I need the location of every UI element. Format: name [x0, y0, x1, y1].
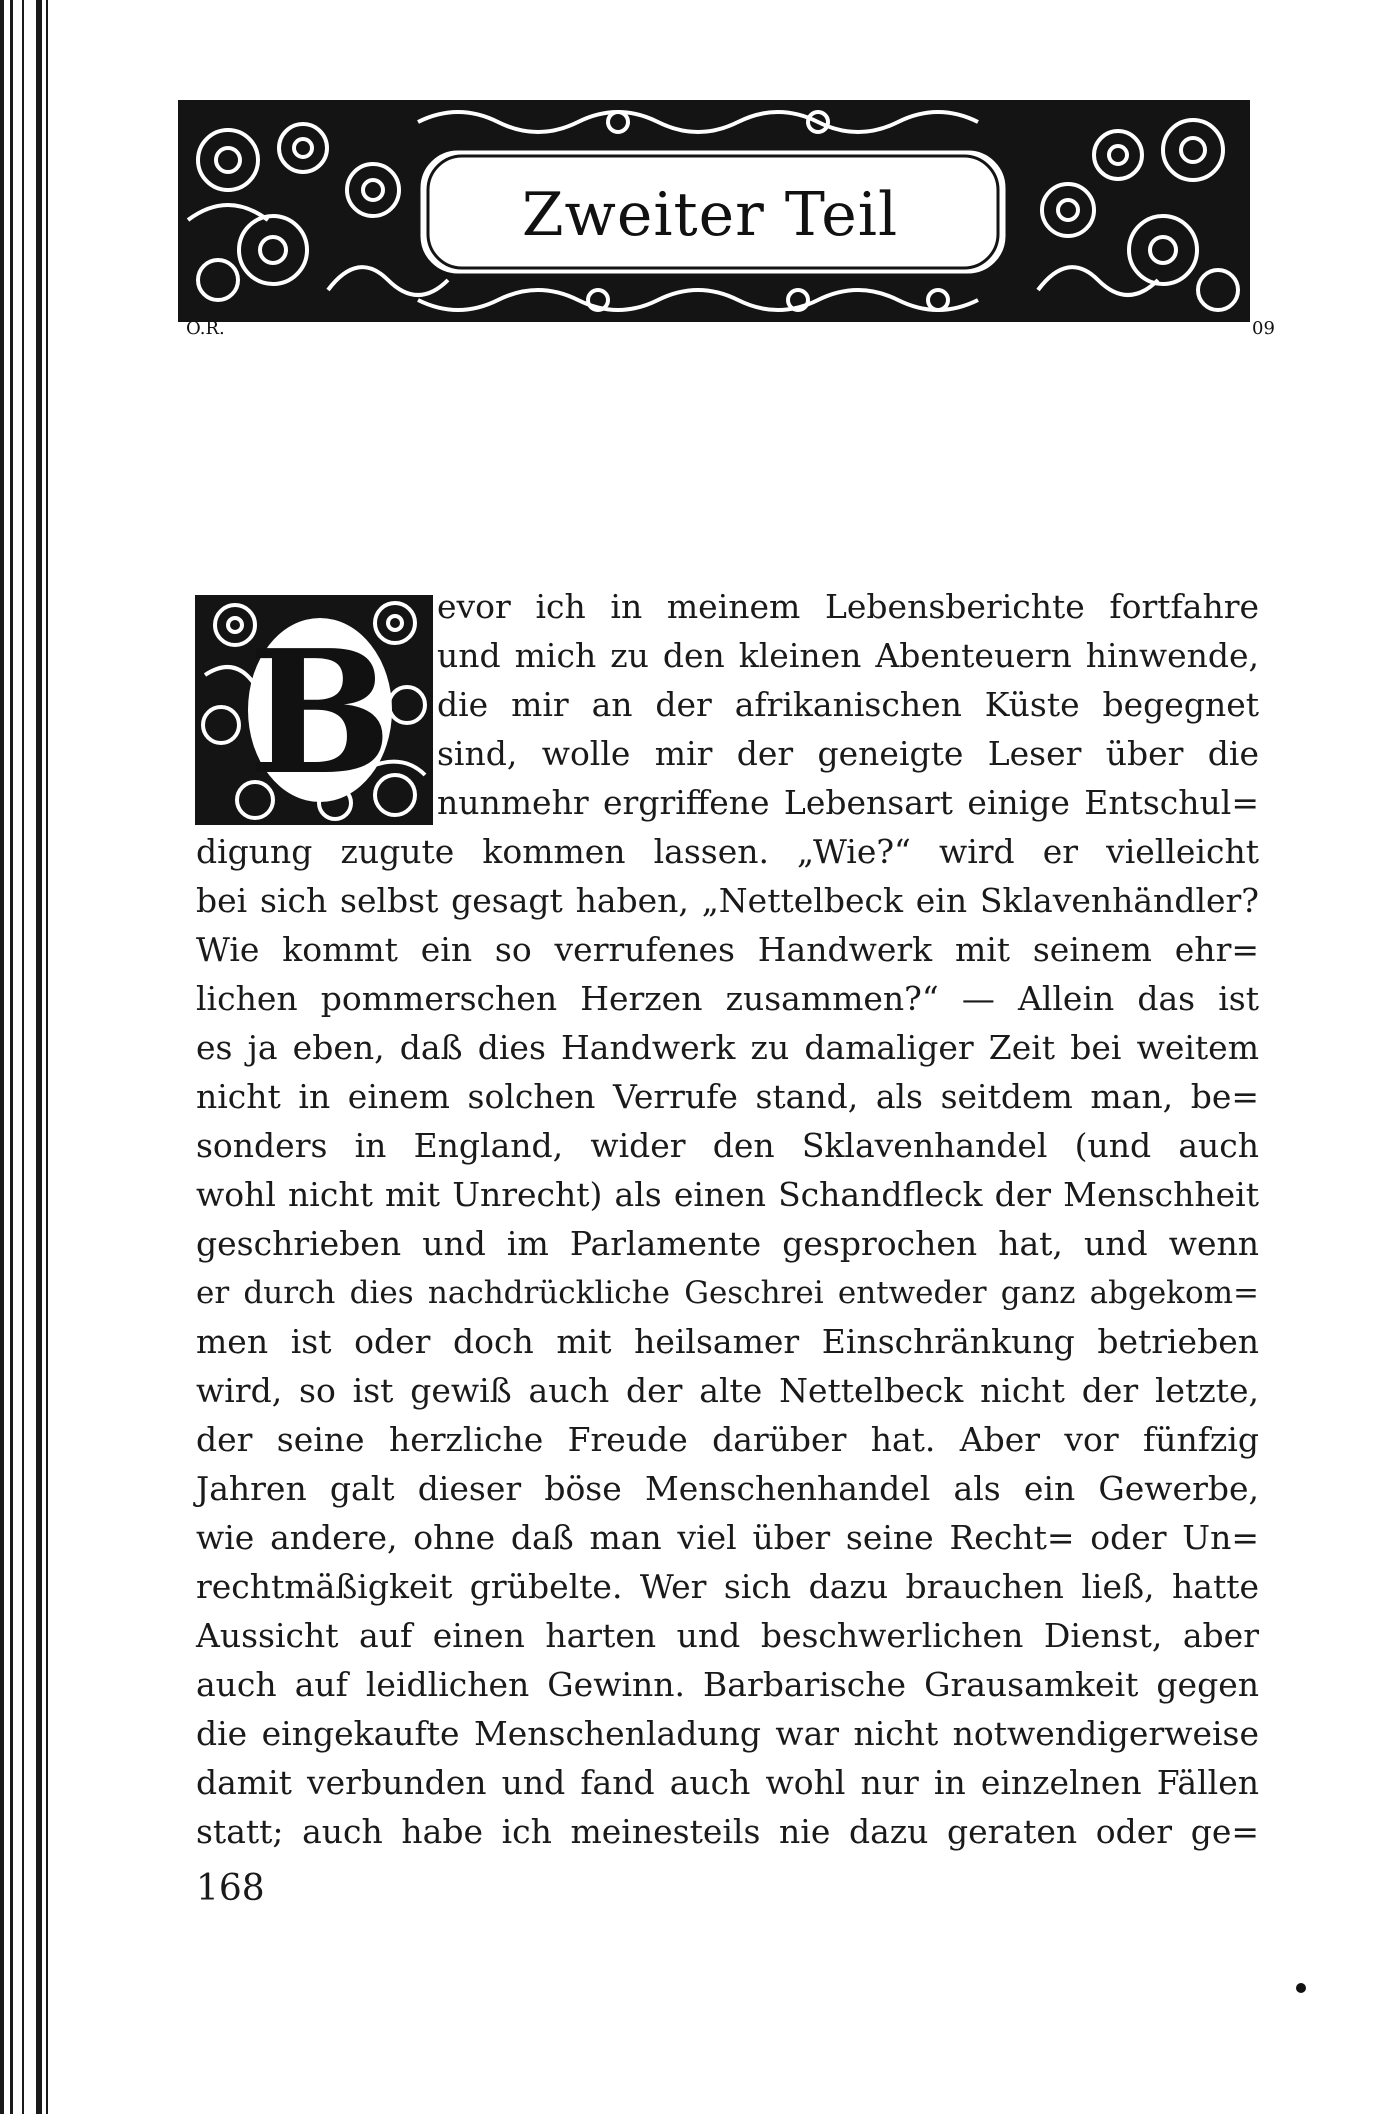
scan-gutter-line	[36, 0, 42, 2114]
artist-signature-right: 09	[1252, 318, 1275, 339]
text-line: sonders in England, wider den Sklavenhandel (und auch	[196, 1126, 1259, 1165]
text-line: damit verbunden und fand auch wohl nur in einzelnen Fällen	[196, 1763, 1259, 1802]
text-line: geschrieben und im Parlamente gesprochen hat, und wenn	[196, 1224, 1259, 1263]
text-line: evor ich in meinem Lebensberichte fortfahre	[437, 587, 1259, 626]
text-line: Wie kommt ein so verrufenes Handwerk mit seinem ehr=	[196, 930, 1259, 969]
scan-speck	[1296, 1983, 1306, 1993]
text-line: die mir an der afrikanischen Küste begegnet	[437, 685, 1259, 724]
text-line: es ja eben, daß dies Handwerk zu damaliger Zeit bei weitem	[196, 1028, 1259, 1067]
page-number: 168	[196, 1868, 265, 1909]
text-line: lichen pommerschen Herzen zusammen?“ — Allein das ist	[196, 979, 1259, 1018]
text-line: nunmehr ergriffene Lebensart einige Entschul=	[437, 783, 1259, 822]
text-line: die eingekaufte Menschenladung war nicht notwendigerweise	[196, 1714, 1259, 1753]
artist-signature-left: O.R.	[186, 318, 225, 339]
scan-gutter-line	[10, 0, 13, 2114]
text-line: wohl nicht mit Unrecht) als einen Schandfleck der Menschheit	[196, 1175, 1259, 1214]
text-line: men ist oder doch mit heilsamer Einschränkung betrieben	[196, 1322, 1259, 1361]
text-line: Aussicht auf einen harten und beschwerlichen Dienst, aber	[196, 1616, 1259, 1655]
scan-gutter-line	[46, 0, 48, 2114]
text-line: statt; auch habe ich meinesteils nie dazu geraten oder ge=	[196, 1812, 1259, 1851]
scan-gutter-line	[22, 0, 24, 2114]
text-line: bei sich selbst gesagt haben, „Nettelbeck ein Sklavenhändler?	[196, 881, 1259, 920]
text-line: er durch dies nachdrückliche Geschrei entweder ganz abgekom=	[196, 1275, 1259, 1311]
section-title: Zweiter Teil	[521, 180, 899, 250]
drop-cap-initial: B	[248, 613, 392, 813]
text-line: der seine herzliche Freude darüber hat. Aber vor fünfzig	[196, 1420, 1259, 1459]
scan-gutter-line	[0, 0, 4, 2114]
text-line: nicht in einem solchen Verrufe stand, als seitdem man, be=	[196, 1077, 1259, 1116]
text-line: rechtmäßigkeit grübelte. Wer sich dazu brauchen ließ, hatte	[196, 1567, 1259, 1606]
text-line: digung zugute kommen lassen. „Wie?“ wird er vielleicht	[196, 832, 1259, 871]
text-line: auch auf leidlichen Gewinn. Barbarische Grausamkeit gegen	[196, 1665, 1259, 1704]
text-line: sind, wolle mir der geneigte Leser über die	[437, 734, 1259, 773]
text-line: wie andere, ohne daß man viel über seine Recht= oder Un=	[196, 1518, 1259, 1557]
text-line: und mich zu den kleinen Abenteuern hinwende,	[437, 636, 1259, 675]
text-line: wird, so ist gewiß auch der alte Nettelbeck nicht der letzte,	[196, 1371, 1259, 1410]
text-line: Jahren galt dieser böse Menschenhandel als ein Gewerbe,	[196, 1469, 1259, 1508]
